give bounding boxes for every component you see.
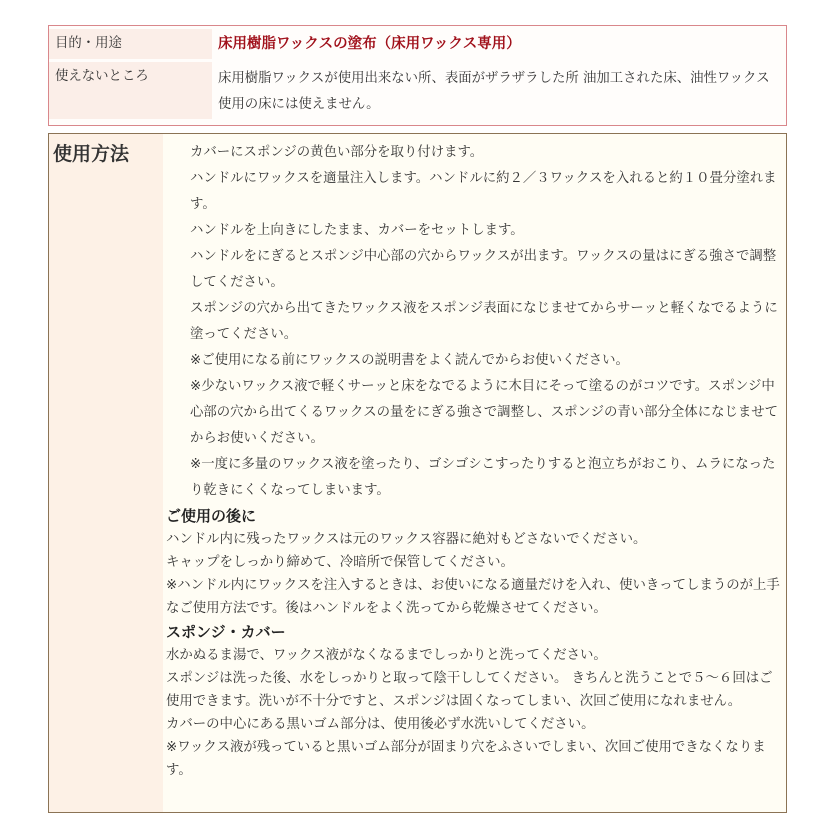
purpose-value: 床用樹脂ワックスの塗布（床用ワックス専用） xyxy=(218,36,521,52)
step: ハンドルを上向きにしたまま、カバーをセットします。 xyxy=(190,223,524,238)
after-use-line: ※ハンドル内にワックスを注入するときは、お使いになる適量だけを入れ、使いきってしまうのが上手なご使用方法です。後はハンドルをよく洗ってから乾燥させてください。 xyxy=(166,578,780,616)
step: スポンジの穴から出てきたワックス液をスポンジ表面になじませてからサーッと軽くなでるように塗ってください。 xyxy=(190,301,778,342)
after-use-section xyxy=(166,504,780,620)
step: カバーにスポンジの黄色い部分を取り付けます。 xyxy=(190,145,484,160)
after-use-heading: ご使用の後に xyxy=(166,507,257,525)
after-use-line: キャップをしっかり締めて、冷暗所で保管してください。 xyxy=(166,555,514,570)
sponge-line: 水かぬるま湯で、ワックス液がなくなるまでしっかりと洗ってください。 xyxy=(166,648,607,663)
after-use-line: ハンドル内に残ったワックスは元のワックス容器に絶対もどさないでください。 xyxy=(166,532,647,547)
spec-table xyxy=(48,25,787,126)
sponge-cover-heading: スポンジ・カバー xyxy=(166,623,286,641)
usage-body xyxy=(163,134,786,812)
sponge-line: スポンジは洗った後、水をしっかりと取って陰干ししてください。 きちんと洗うことで５～６回はご使用できます。洗いが不十分ですと、スポンジは固くなってしまい、次回ご使用になれません。 xyxy=(166,671,773,709)
purpose-label: 目的・用途 xyxy=(49,29,212,59)
usage-section xyxy=(48,133,787,813)
purpose-row xyxy=(49,29,786,62)
step-note: ※ご使用になる前にワックスの説明書をよく読んでからお使いください。 xyxy=(190,353,629,368)
step-note: ※一度に多量のワックス液を塗ったり、ゴシゴシこすったりすると泡立ちがおこり、ムラになったり乾きにくくなってしまいます。 xyxy=(190,457,776,498)
unusable-value: 床用樹脂ワックスが使用出来ない所、表面がザラザラした所 油加工された床、油性ワックス使用の床には使えません。 xyxy=(218,71,770,112)
sponge-line: カバーの中心にある黒いゴム部分は、使用後必ず水洗いしてください。 xyxy=(166,717,595,732)
usage-steps xyxy=(166,140,780,504)
sponge-cover-section xyxy=(166,620,780,782)
step-note: ※少ないワックス液で軽くサーッと床をなでるように木目にそって塗るのがコツです。スポンジ中心部の穴から出てくるワックスの量をにぎる強さで調整し、スポンジの青い部分全体になじませてからお使いください。 xyxy=(190,379,779,446)
usage-label: 使用方法 xyxy=(49,134,163,812)
unusable-row xyxy=(49,62,786,122)
step: ハンドルにワックスを適量注入します。ハンドルに約２／３ワックスを入れると約１０畳分塗れます。 xyxy=(190,171,777,212)
unusable-label: 使えないところ xyxy=(49,62,212,119)
step: ハンドルをにぎるとスポンジ中心部の穴からワックスが出ます。ワックスの量はにぎる強さで調整してください。 xyxy=(190,249,777,290)
sponge-line: ※ワックス液が残っていると黒いゴム部分が固まり穴をふさいでしまい、次回ご使用できなくなります。 xyxy=(166,740,766,778)
